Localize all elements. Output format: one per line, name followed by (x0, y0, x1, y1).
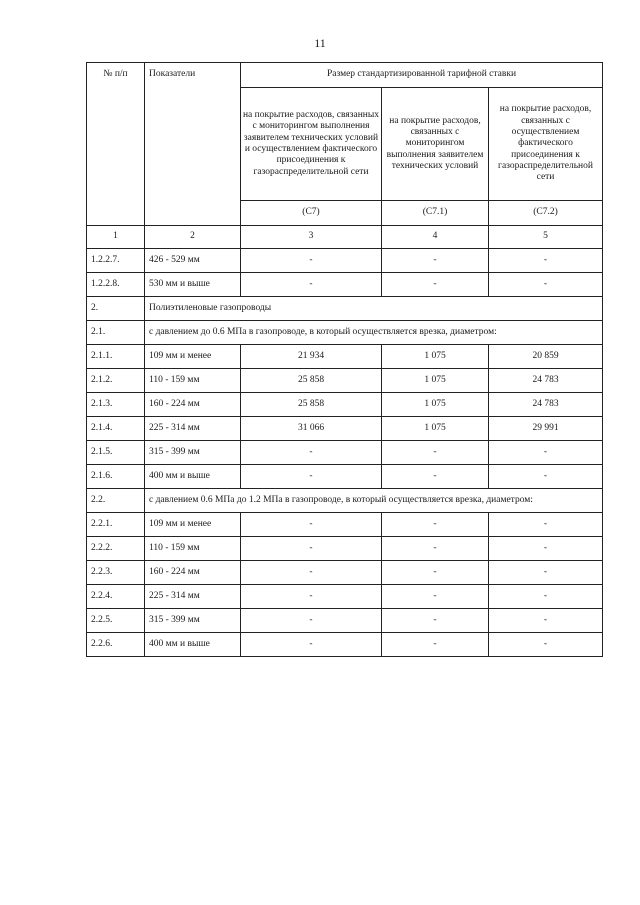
row-number: 2.1. (87, 321, 145, 345)
row-indicator: 160 - 224 мм (145, 561, 241, 585)
row-number: 2.2. (87, 489, 145, 513)
row-indicator: 400 мм и выше (145, 465, 241, 489)
value-c7: - (241, 585, 382, 609)
header-c7-code: (С7) (241, 201, 382, 226)
row-indicator: 315 - 399 мм (145, 441, 241, 465)
value-c7: - (241, 537, 382, 561)
value-c7: - (241, 513, 382, 537)
row-number: 2.2.5. (87, 609, 145, 633)
value-c72: - (489, 249, 603, 273)
row-number: 2.1.6. (87, 465, 145, 489)
section-row (87, 321, 603, 345)
section-row (87, 489, 603, 513)
table-row (87, 417, 603, 441)
row-indicator: 110 - 159 мм (145, 369, 241, 393)
row-indicator: 160 - 224 мм (145, 393, 241, 417)
column-number: 2 (145, 226, 241, 249)
tariff-table (86, 62, 603, 657)
column-number: 1 (87, 226, 145, 249)
table-row (87, 441, 603, 465)
table-row (87, 273, 603, 297)
row-number: 1.2.2.7. (87, 249, 145, 273)
value-c72: 24 783 (489, 393, 603, 417)
value-c7: - (241, 249, 382, 273)
value-c7: 21 934 (241, 345, 382, 369)
value-c72: - (489, 441, 603, 465)
row-number: 2.1.3. (87, 393, 145, 417)
value-c7: - (241, 609, 382, 633)
value-c72: - (489, 585, 603, 609)
row-indicator: 225 - 314 мм (145, 585, 241, 609)
value-c71: - (382, 585, 489, 609)
value-c71: - (382, 249, 489, 273)
table-row (87, 393, 603, 417)
value-c7: 25 858 (241, 369, 382, 393)
value-c71: - (382, 609, 489, 633)
value-c7: 25 858 (241, 393, 382, 417)
row-number: 2.2.2. (87, 537, 145, 561)
header-c71-code: (С7.1) (382, 201, 489, 226)
row-number: 2.2.6. (87, 633, 145, 657)
value-c71: 1 075 (382, 393, 489, 417)
value-c7: 31 066 (241, 417, 382, 441)
value-c72: - (489, 465, 603, 489)
row-number: 2.1.5. (87, 441, 145, 465)
section-row (87, 297, 603, 321)
table-row (87, 249, 603, 273)
table-row (87, 345, 603, 369)
value-c72: - (489, 561, 603, 585)
header-c71-description: на покрытие расходов, связанных с мониторингом выполнения заявителем технических условий (382, 88, 489, 201)
column-number: 4 (382, 226, 489, 249)
table-row (87, 561, 603, 585)
section-title: Полиэтиленовые газопроводы (145, 297, 603, 321)
row-number: 2. (87, 297, 145, 321)
column-number: 3 (241, 226, 382, 249)
value-c72: 29 991 (489, 417, 603, 441)
value-c71: - (382, 441, 489, 465)
row-number: 2.1.4. (87, 417, 145, 441)
table-row (87, 609, 603, 633)
value-c72: - (489, 513, 603, 537)
table-row (87, 585, 603, 609)
header-c7-description: на покрытие расходов, связанных с мониторингом выполнения заявителем технических условий и осуществлением фактического присоединения к газораспределительной сети (241, 88, 382, 201)
value-c72: - (489, 633, 603, 657)
row-indicator: 530 мм и выше (145, 273, 241, 297)
header-indicators: Показатели (145, 63, 241, 226)
header-c72-description: на покрытие расходов, связанных с осуществлением фактического присоединения к газораспределительной сети (489, 88, 603, 201)
table-row (87, 513, 603, 537)
header-c72-code: (С7.2) (489, 201, 603, 226)
value-c71: - (382, 537, 489, 561)
header-number: № п/п (87, 63, 145, 226)
row-number: 2.2.1. (87, 513, 145, 537)
table-row (87, 369, 603, 393)
value-c71: - (382, 465, 489, 489)
value-c71: 1 075 (382, 369, 489, 393)
table-row (87, 465, 603, 489)
table-row (87, 633, 603, 657)
row-indicator: 426 - 529 мм (145, 249, 241, 273)
section-title: с давлением до 0.6 МПа в газопроводе, в который осуществляется врезка, диаметром: (145, 321, 603, 345)
value-c72: 24 783 (489, 369, 603, 393)
row-indicator: 109 мм и менее (145, 345, 241, 369)
page-number: 11 (314, 36, 326, 50)
row-number: 2.1.2. (87, 369, 145, 393)
value-c71: - (382, 513, 489, 537)
value-c71: - (382, 633, 489, 657)
value-c72: 20 859 (489, 345, 603, 369)
row-indicator: 315 - 399 мм (145, 609, 241, 633)
table-row (87, 537, 603, 561)
value-c72: - (489, 273, 603, 297)
value-c71: 1 075 (382, 345, 489, 369)
header-tariff-size: Размер стандартизированной тарифной ставки (241, 63, 603, 88)
row-number: 2.1.1. (87, 345, 145, 369)
row-indicator: 225 - 314 мм (145, 417, 241, 441)
section-title: с давлением 0.6 МПа до 1.2 МПа в газопроводе, в который осуществляется врезка, диаметром: (145, 489, 603, 513)
value-c7: - (241, 465, 382, 489)
row-indicator: 109 мм и менее (145, 513, 241, 537)
value-c72: - (489, 537, 603, 561)
row-number: 1.2.2.8. (87, 273, 145, 297)
value-c71: 1 075 (382, 417, 489, 441)
row-indicator: 110 - 159 мм (145, 537, 241, 561)
value-c71: - (382, 273, 489, 297)
row-number: 2.2.3. (87, 561, 145, 585)
row-indicator: 400 мм и выше (145, 633, 241, 657)
value-c72: - (489, 609, 603, 633)
row-number: 2.2.4. (87, 585, 145, 609)
value-c7: - (241, 633, 382, 657)
column-number: 5 (489, 226, 603, 249)
value-c7: - (241, 273, 382, 297)
table-body (87, 249, 603, 657)
value-c7: - (241, 561, 382, 585)
value-c7: - (241, 441, 382, 465)
value-c71: - (382, 561, 489, 585)
